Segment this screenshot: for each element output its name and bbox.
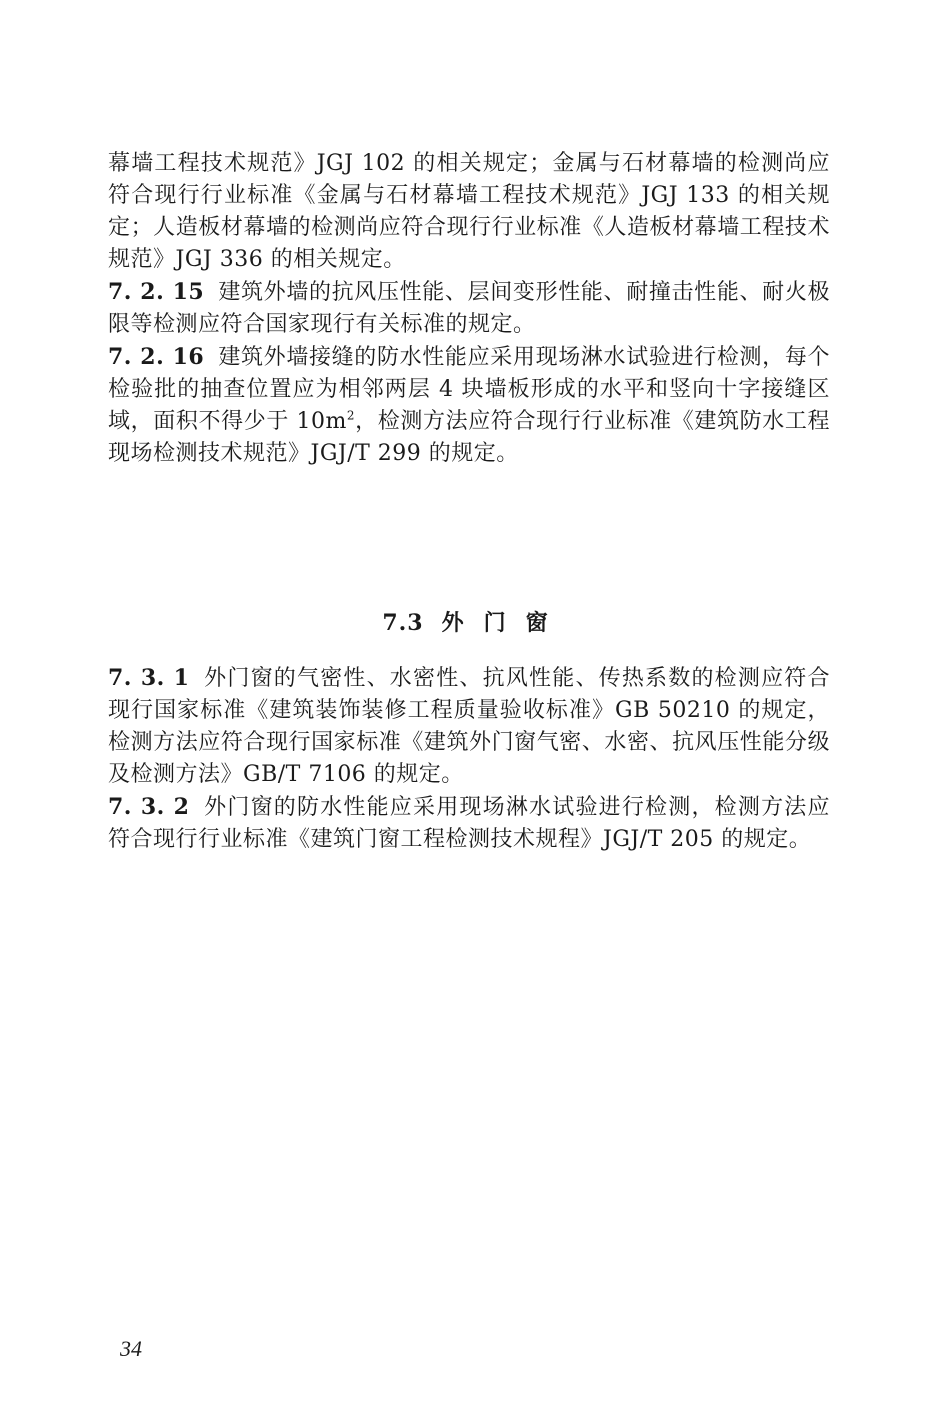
continuation-paragraph: 幕墙工程技术规范》JGJ 102 的相关规定；金属与石材幕墙的检测尚应符合现行行业标准《金属与石材幕墙工程技术规范》JGJ 133 的相关规定；人造板材幕墙的检测尚应符合现行行业标准《人造板材幕墙工程技术规范》JGJ 336 的相关规定。 — [108, 151, 830, 272]
section-number: 7.3 — [382, 610, 424, 636]
page-number: 34 — [120, 1336, 142, 1361]
section-7-3-body — [108, 662, 830, 856]
section-heading-7-3 — [0, 605, 950, 641]
superscript-two: 2 — [346, 408, 356, 423]
clause-text-part1: 建筑外墙接缝的防水性能应采用现场淋水试验进行检测，每个检验批的抽查位置应为相邻两层 4 块墙板形成的水平和竖向十字接缝区域，面积不得少于 10m — [108, 345, 830, 434]
clause-text: 外门窗的气密性、水密性、抗风性能、传热系数的检测应符合现行国家标准《建筑装饰装修工程质量验收标准》GB 50210 的规定，检测方法应符合现行国家标准《建筑外门窗气密、水密、抗风压性能分级及检测方法》GB/T 7106 的规定。 — [108, 666, 830, 787]
clause-text: 外门窗的防水性能应采用现场淋水试验进行检测，检测方法应符合现行行业标准《建筑门窗工程检测技术规程》JGJ/T 205 的规定。 — [108, 795, 830, 852]
section-7-2-continued — [108, 148, 830, 470]
clause-text-part2: ，检测方法应符合现行行业标准《建筑防水工程现场检测技术规范》JGJ/T 299 的规定。 — [108, 409, 830, 466]
clause-number: 7. 2. 16 — [108, 344, 205, 370]
clause-number: 7. 3. 1 — [108, 665, 190, 691]
clause-number: 7. 3. 2 — [108, 794, 190, 820]
clause-number: 7. 2. 15 — [108, 279, 205, 305]
clause-7-3-1 — [108, 662, 830, 791]
clause-text: 建筑外墙的抗风压性能、层间变形性能、耐撞击性能、耐火极限等检测应符合国家现行有关标准的规定。 — [108, 280, 830, 337]
section-title: 外门窗 — [441, 610, 568, 636]
clause-7-2-15 — [108, 276, 830, 341]
clause-7-3-2 — [108, 791, 830, 856]
clause-7-2-16 — [108, 341, 830, 470]
